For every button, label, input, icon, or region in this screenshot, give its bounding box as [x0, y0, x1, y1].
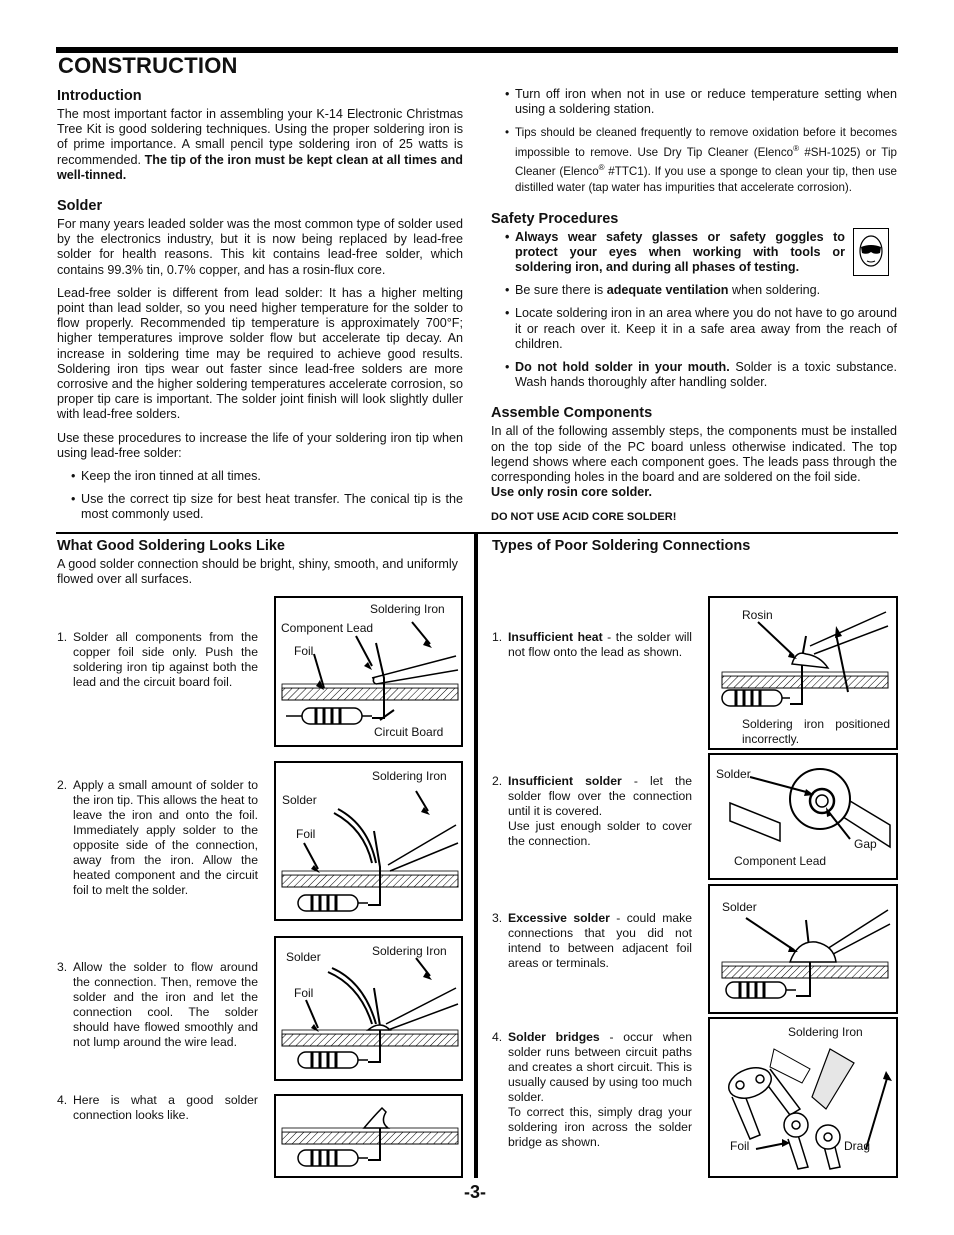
- list-item: • Do not hold solder in your mouth. Solder is a toxic substance. Wash hands thoroughly after handling solder.: [491, 360, 897, 390]
- poor-step-2: 2. Insufficient solder - let the solder flow over the connection until it is covered. Use just enough solder to cover the connection.: [492, 774, 692, 848]
- safety-heading: Safety Procedures: [491, 210, 619, 227]
- list-item: • Tips should be cleaned frequently to remove oxidation before it becomes impossible to remove. Use Dry Tip Cleaner (Elenco® #SH-1025) or Tip Cleaner (Elenco® #TTC1). If you use a sponge to clean your tip, then use distilled water (tap water has impurities that accelerate corrosion).: [491, 125, 897, 195]
- assemble-bold2: DO NOT USE ACID CORE SOLDER!: [491, 511, 677, 524]
- intro-text: The most important factor in assembling your K-14 Electronic Christmas Tree Kit is good soldering techniques. Using the proper soldering iron is of prime importance. A small pencil type soldering iron of 25 watts is recommended. The tip of the iron must be kept clean at all times and well-tinned.: [57, 107, 463, 182]
- list-item: • Locate soldering iron in an area where you do not have to go around it or reach over it. Keep it in a safe area away from the reach of children.: [491, 306, 897, 352]
- good-step-4: 4. Here is what a good solder connection looks like.: [57, 1093, 258, 1122]
- label-solder: Solder: [282, 793, 317, 807]
- tip-care-list: [57, 469, 463, 523]
- assemble-bold1: Use only rosin core solder.: [491, 485, 652, 500]
- solder-heading: Solder: [57, 198, 103, 215]
- label-circuit-board: Circuit Board: [374, 725, 444, 739]
- good-figure-4: [274, 1094, 463, 1178]
- poor-figure-1: [708, 596, 898, 750]
- page-number: -3-: [464, 1182, 486, 1202]
- label-gap: Gap: [854, 837, 877, 851]
- label-soldering-iron: Soldering Iron: [370, 602, 445, 616]
- poor-figure-2: [708, 753, 898, 880]
- poor-step-1: 1. Insufficient heat - the solder will not flow onto the lead as shown.: [492, 630, 692, 659]
- intro-heading: Introduction: [57, 88, 142, 104]
- label-solder: Solder: [716, 767, 751, 781]
- good-intro: A good solder connection should be bright, shiny, smooth, and uniformly flowed over all surfaces.: [57, 557, 458, 587]
- good-figure-1: [274, 596, 463, 747]
- poor-figure-4: [708, 1017, 898, 1178]
- list-item: • Use the correct tip size for best heat transfer. The conical tip is the most commonly used.: [57, 492, 463, 522]
- poor-figure-3: [708, 884, 898, 1014]
- solder-p3: Use these procedures to increase the life of your soldering iron tip when using lead-free solder:: [57, 430, 463, 460]
- good-figure-2: [274, 761, 463, 921]
- poor-heading: Types of Poor Soldering Connections: [492, 538, 751, 554]
- label-soldering-iron: Soldering Iron: [372, 944, 447, 958]
- label-soldering-iron: Soldering Iron: [372, 769, 447, 783]
- tip-care-list-cont: [491, 87, 897, 196]
- list-item: • Keep the iron tinned at all times.: [57, 469, 463, 484]
- label-component-lead: Component Lead: [734, 854, 827, 868]
- poor-step-4: 4. Solder bridges - occur when solder runs between circuit paths and creates a short circuit. This is usually caused by using too much solder. To correct this, simply drag your soldering iron across the solder bridge as shown.: [492, 1030, 692, 1149]
- poor-step-3: 3. Excessive solder - could make connections that you did not intend to between adjacent foil areas or terminals.: [492, 911, 692, 970]
- list-item: • Be sure there is adequate ventilation when soldering.: [491, 283, 897, 298]
- label-foil: Foil: [294, 644, 314, 658]
- good-figure-3: [274, 936, 463, 1081]
- assemble-heading: Assemble Components: [491, 405, 653, 422]
- label-drag: Drag: [844, 1139, 871, 1153]
- label-foil: Foil: [294, 986, 314, 1000]
- safety-goggles-icon: [853, 228, 889, 276]
- solder-p2: Lead-free solder is different from lead solder: It has a higher melting point than lead solder, so you need higher temperature for the solder to flow properly. Recommended tip temperature is approximately 700°F; higher temperatures improve solder flow but accelerate tip decay. An increase in soldering time may be required to achieve good results. Soldering iron tips wear out faster since lead-free solders are more corrosive and the higher soldering temperatures accelerate corrosion, so proper tip care is important. The solder joint finish will look slightly duller with lead-free solders.: [57, 285, 463, 422]
- label-solder: Solder: [722, 900, 757, 914]
- right-column: [491, 87, 897, 534]
- label-component-lead: Component Lead: [281, 621, 374, 635]
- column-rule: [474, 532, 478, 1178]
- page-title: CONSTRUCTION: [58, 53, 238, 78]
- label-foil: Foil: [730, 1139, 750, 1153]
- label-soldering-iron: Soldering Iron: [788, 1025, 863, 1039]
- left-column: [57, 87, 463, 531]
- solder-p1: For many years leaded solder was the most common type of solder used by the electronics industry, but it is now being replaced by lead-free solder for health reasons. This kit contains lead-free solder, which contains 99.3% tin, 0.7% copper, and has a rosin-flux core.: [57, 217, 463, 277]
- label-foil: Foil: [296, 827, 316, 841]
- list-item: • Always wear safety glasses or safety goggles to protect your eyes when working with tools or soldering iron, and during all phases of testing.: [491, 230, 897, 276]
- list-item: • Turn off iron when not in use or reduce temperature setting when using a soldering station.: [491, 87, 897, 117]
- good-step-3: 3. Allow the solder to flow around the connection. Then, remove the solder and the iron and let the connection cool. The solder should have flowed smoothly and not lump around the wire lead.: [57, 960, 258, 1049]
- label-solder: Solder: [286, 950, 321, 964]
- good-step-2: 2. Apply a small amount of solder to the iron tip. This allows the heat to leave the iron and onto the foil. Immediately apply solder to the opposite side of the connection, away from the iron. Allow the heated component and the circuit foil to melt the solder.: [57, 778, 258, 897]
- label-rosin: Rosin: [742, 608, 773, 622]
- safety-list: [491, 230, 897, 391]
- label-caption: Soldering iron positioned incorrectly.: [742, 717, 890, 746]
- good-heading: What Good Soldering Looks Like: [57, 538, 285, 554]
- assemble-text: In all of the following assembly steps, the components must be installed on the top side of the PC board unless otherwise indicated. The top legend shows where each component goes. The leads pass through the corresponding holes in the board and are soldered on the foil side.: [491, 424, 897, 484]
- good-step-1: 1. Solder all components from the copper foil side only. Push the soldering iron tip against both the lead and the circuit board foil.: [57, 630, 258, 689]
